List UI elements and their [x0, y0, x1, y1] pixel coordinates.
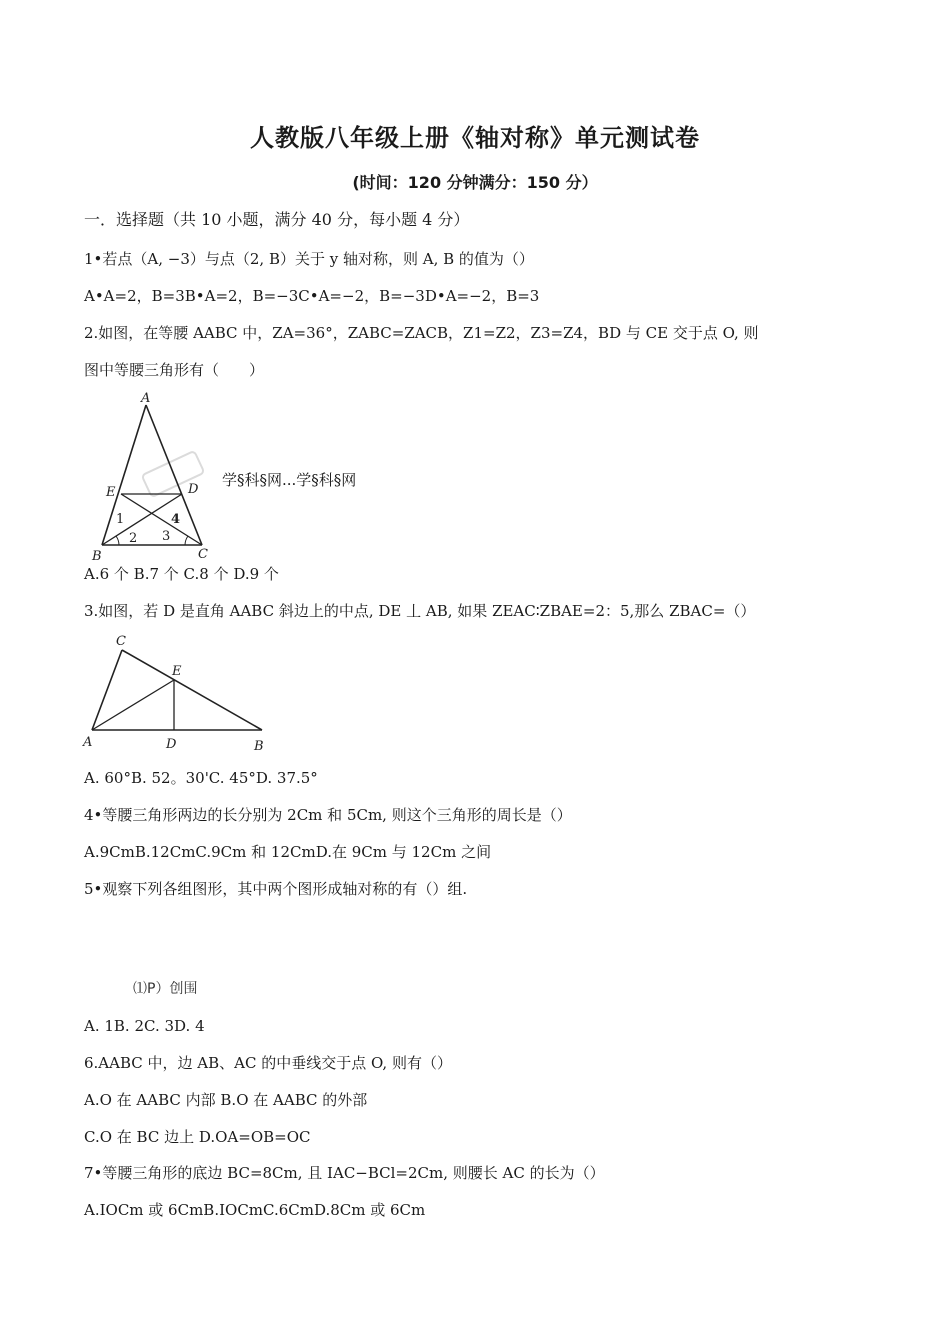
angle-arc-c: [185, 536, 188, 545]
label-a: A: [83, 735, 93, 750]
angle-label-3: 3: [162, 529, 171, 544]
q7-options: A.IOCm 或 6CmB.IOCmC.6CmD.8Cm 或 6Cm: [84, 1201, 426, 1219]
q6-text: 6.AABC 中，边 AB、AC 的中垂线交于点 O, 则有（）: [84, 1054, 452, 1072]
label-c: C: [198, 547, 208, 562]
edge-ac: [92, 650, 122, 730]
q3-triangle-figure: [80, 630, 280, 755]
label-b: B: [254, 739, 264, 754]
angle-label-4: 4: [171, 512, 181, 527]
q1-text: 1•若点（A, −3）与点（2, B）关于 y 轴对称，则 A, B 的值为（）: [84, 250, 534, 268]
q2-options: A.6 个 B.7 个 C.8 个 D.9 个: [84, 565, 279, 583]
page-subtitle: (时间：120 分钟满分：150 分）: [352, 173, 598, 192]
section-heading: 一．选择题（共 10 小题，满分 40 分，每小题 4 分）: [84, 210, 470, 229]
label-e: E: [106, 485, 116, 500]
figure-watermark-text: 学§科§网...学§科§网: [222, 471, 357, 489]
q2-text-line1: 2.如图，在等腰 AABC 中，ZA=36°，ZABC=ZACB，Z1=Z2，Z3=Z4，BD 与 CE 交于点 O, 则: [84, 324, 759, 342]
q5-options: A. 1B. 2C. 3D. 4: [84, 1017, 205, 1035]
angle-label-2: 2: [129, 531, 138, 546]
q3-options: A. 60°B. 52。30'C. 45°D. 37.5°: [84, 769, 318, 787]
q4-options: A.9CmB.12CmC.9Cm 和 12CmD.在 9Cm 与 12Cm 之间: [84, 843, 492, 861]
q5-text: 5•观察下列各组图形，其中两个图形成轴对称的有（）组.: [84, 880, 468, 898]
label-d: D: [188, 482, 199, 497]
q6-options-line1: A.O 在 AABC 内部 B.O 在 AABC 的外部: [84, 1091, 368, 1109]
label-a: A: [141, 391, 151, 406]
edge-cb: [122, 650, 262, 730]
q2-triangle-figure: [84, 390, 234, 565]
angle-label-1: 1: [116, 512, 125, 527]
q2-text-line2: 图中等腰三角形有（ ）: [84, 361, 265, 379]
q5-figure-caption: ⑴P）创围: [133, 981, 198, 997]
q1-options: A•A=2，B=3B•A=2，B=−3C•A=−2，B=−3D•A=−2，B=3: [84, 287, 540, 305]
label-c: C: [116, 634, 126, 649]
page-title: 人教版八年级上册《轴对称》单元测试卷: [250, 123, 700, 152]
q6-options-line2: C.O 在 BC 边上 D.OA=OB=OC: [84, 1128, 311, 1146]
angle-arc-b: [116, 536, 119, 545]
label-d: D: [166, 737, 177, 752]
segment-ae: [92, 680, 174, 730]
label-b: B: [92, 549, 102, 564]
label-e: E: [172, 664, 182, 679]
q4-text: 4•等腰三角形两边的长分别为 2Cm 和 5Cm, 则这个三角形的周长是（）: [84, 806, 572, 824]
q3-text: 3.如图，若 D 是直角 AABC 斜边上的中点, DE 丄 AB, 如果 ZEAC∶ZBAE=2：5,那么 ZBAC=（）: [84, 602, 756, 620]
q7-text: 7•等腰三角形的底边 BC=8Cm, 且 IAC−BCl=2Cm, 则腰长 AC 的长为（）: [84, 1164, 605, 1182]
